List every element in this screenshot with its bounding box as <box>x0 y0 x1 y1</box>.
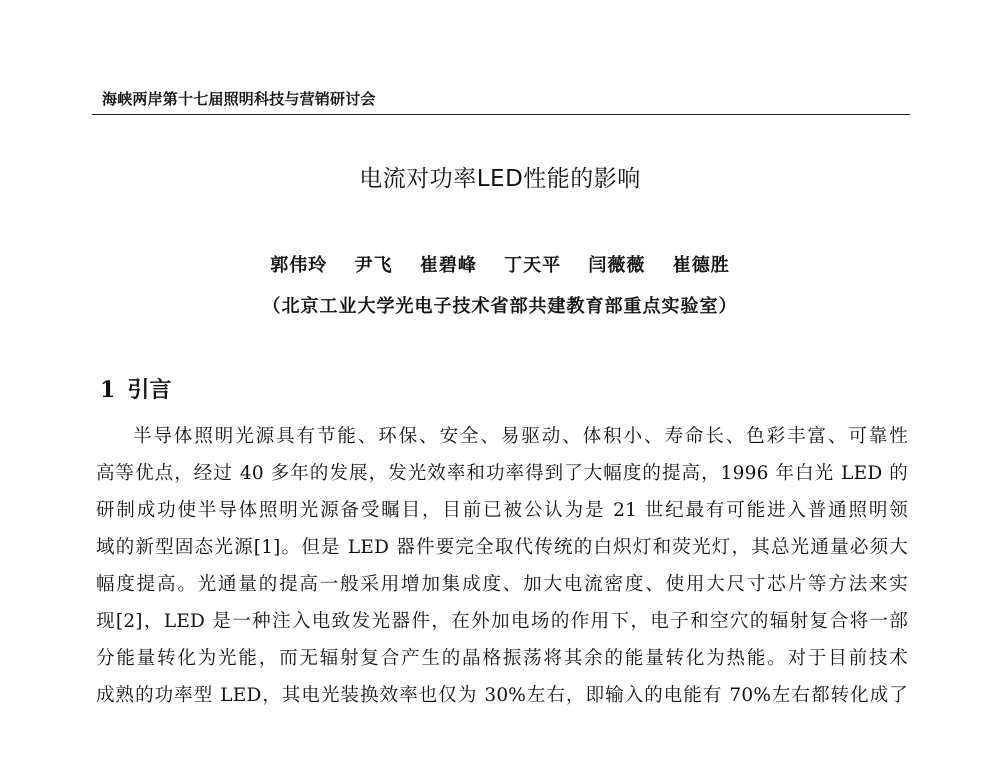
text-line: 研制成功使半导体照明光源备受瞩目，目前已被公认为是 21 世纪最有可能进入普通照明领 <box>96 500 908 521</box>
header-divider <box>92 114 910 115</box>
text-line: 现[2]，LED 是一种注入电致发光器件，在外加电场的作用下，电子和空穴的辐射复合将一部 <box>96 611 908 632</box>
author-list <box>0 251 1000 277</box>
text-line: 高等优点，经过 40 多年的发展，发光效率和功率得到了大幅度的提高，1996 年白光 LED 的 <box>96 463 908 484</box>
author-name: 闫薇薇 <box>588 255 646 276</box>
author-name: 崔德胜 <box>672 255 730 276</box>
text-line: 分能量转化为光能，而无辐射复合产生的晶格振荡将其余的能量转化为热能。对于目前技术 <box>96 648 908 669</box>
author-name: 崔碧峰 <box>419 255 477 276</box>
text-line: 成熟的功率型 LED，其电光装换效率也仅为 30%左右，即输入的电能有 70%左右都转化成了 <box>96 685 908 706</box>
text-line: 半导体照明光源具有节能、环保、安全、易驱动、体积小、寿命长、色彩丰富、可靠性 <box>133 426 908 447</box>
text-line: 域的新型固态光源[1]。但是 LED 器件要完全取代传统的白炽灯和荧光灯，其总光通量必须大 <box>96 537 908 558</box>
body-paragraph <box>96 418 908 714</box>
author-name: 尹飞 <box>354 255 393 276</box>
conference-header: 海峡两岸第十七届照明科技与营销研讨会 <box>102 90 376 108</box>
author-name: 郭伟玲 <box>270 255 328 276</box>
section-number: 1 <box>100 377 116 403</box>
section-heading <box>100 373 171 404</box>
paper-title: 电流对功率LED性能的影响 <box>359 166 641 192</box>
author-affiliation: （北京工业大学光电子技术省部共建教育部重点实验室） <box>262 296 738 317</box>
author-name: 丁天平 <box>504 255 562 276</box>
text-line: 幅度提高。光通量的提高一般采用增加集成度、加大电流密度、使用大尺寸芯片等方法来实 <box>96 574 908 595</box>
section-title: 引言 <box>127 377 172 403</box>
